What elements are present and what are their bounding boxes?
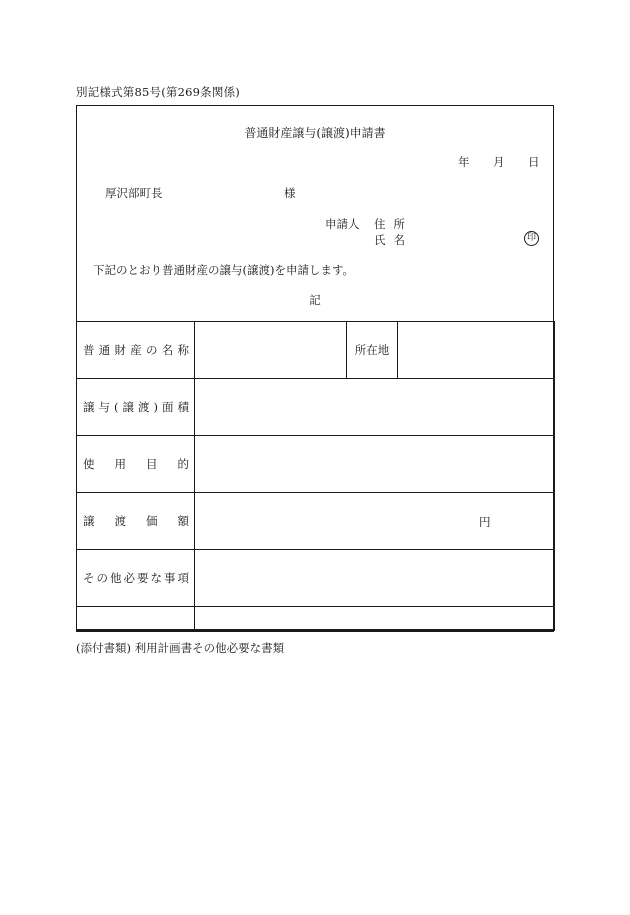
table-row: [77, 379, 555, 436]
table-row: [77, 550, 555, 607]
ki-heading: 記: [309, 293, 321, 307]
name-label: 氏名: [374, 233, 413, 247]
application-form: [76, 105, 554, 630]
document-title: 普通財産譲与(譲渡)申請書: [244, 126, 386, 140]
recipient-name: 厚沢部町長: [105, 186, 163, 200]
location-field[interactable]: [398, 322, 555, 379]
purpose-field[interactable]: [195, 436, 555, 493]
property-name-field[interactable]: [195, 322, 347, 379]
details-table: [76, 321, 555, 631]
table-row: [77, 322, 555, 379]
price-label: 譲渡価額: [77, 493, 195, 550]
date-year-label: 年: [458, 155, 470, 169]
location-label: 所在地: [347, 322, 398, 379]
blank-field[interactable]: [195, 607, 555, 631]
honorific: 様: [284, 186, 296, 200]
table-row: [77, 607, 555, 631]
yen-unit: 円: [479, 515, 491, 529]
property-name-label: 普通財産の名称: [77, 322, 195, 379]
attachments-note: (添付書類) 利用計画書その他必要な書類: [76, 641, 285, 655]
blank-label-cell: [77, 607, 195, 631]
other-field[interactable]: [195, 550, 555, 607]
date-month-label: 月: [493, 155, 505, 169]
bottom-border: [76, 629, 554, 632]
seal-mark: 印: [524, 231, 539, 246]
applicant-label: 申請人: [325, 217, 360, 231]
address-label: 住所: [374, 217, 413, 231]
area-label: 譲与(譲渡)面積: [77, 379, 195, 436]
table-row: [77, 436, 555, 493]
other-label: その他必要な事項: [77, 550, 195, 607]
price-field[interactable]: [195, 493, 555, 550]
table-row: [77, 493, 555, 550]
purpose-label: 使用目的: [77, 436, 195, 493]
form-number-label: 別記様式第85号(第269条関係): [76, 85, 240, 99]
area-field[interactable]: [195, 379, 555, 436]
request-statement: 下記のとおり普通財産の譲与(譲渡)を申請します。: [93, 263, 355, 277]
date-day-label: 日: [528, 155, 540, 169]
